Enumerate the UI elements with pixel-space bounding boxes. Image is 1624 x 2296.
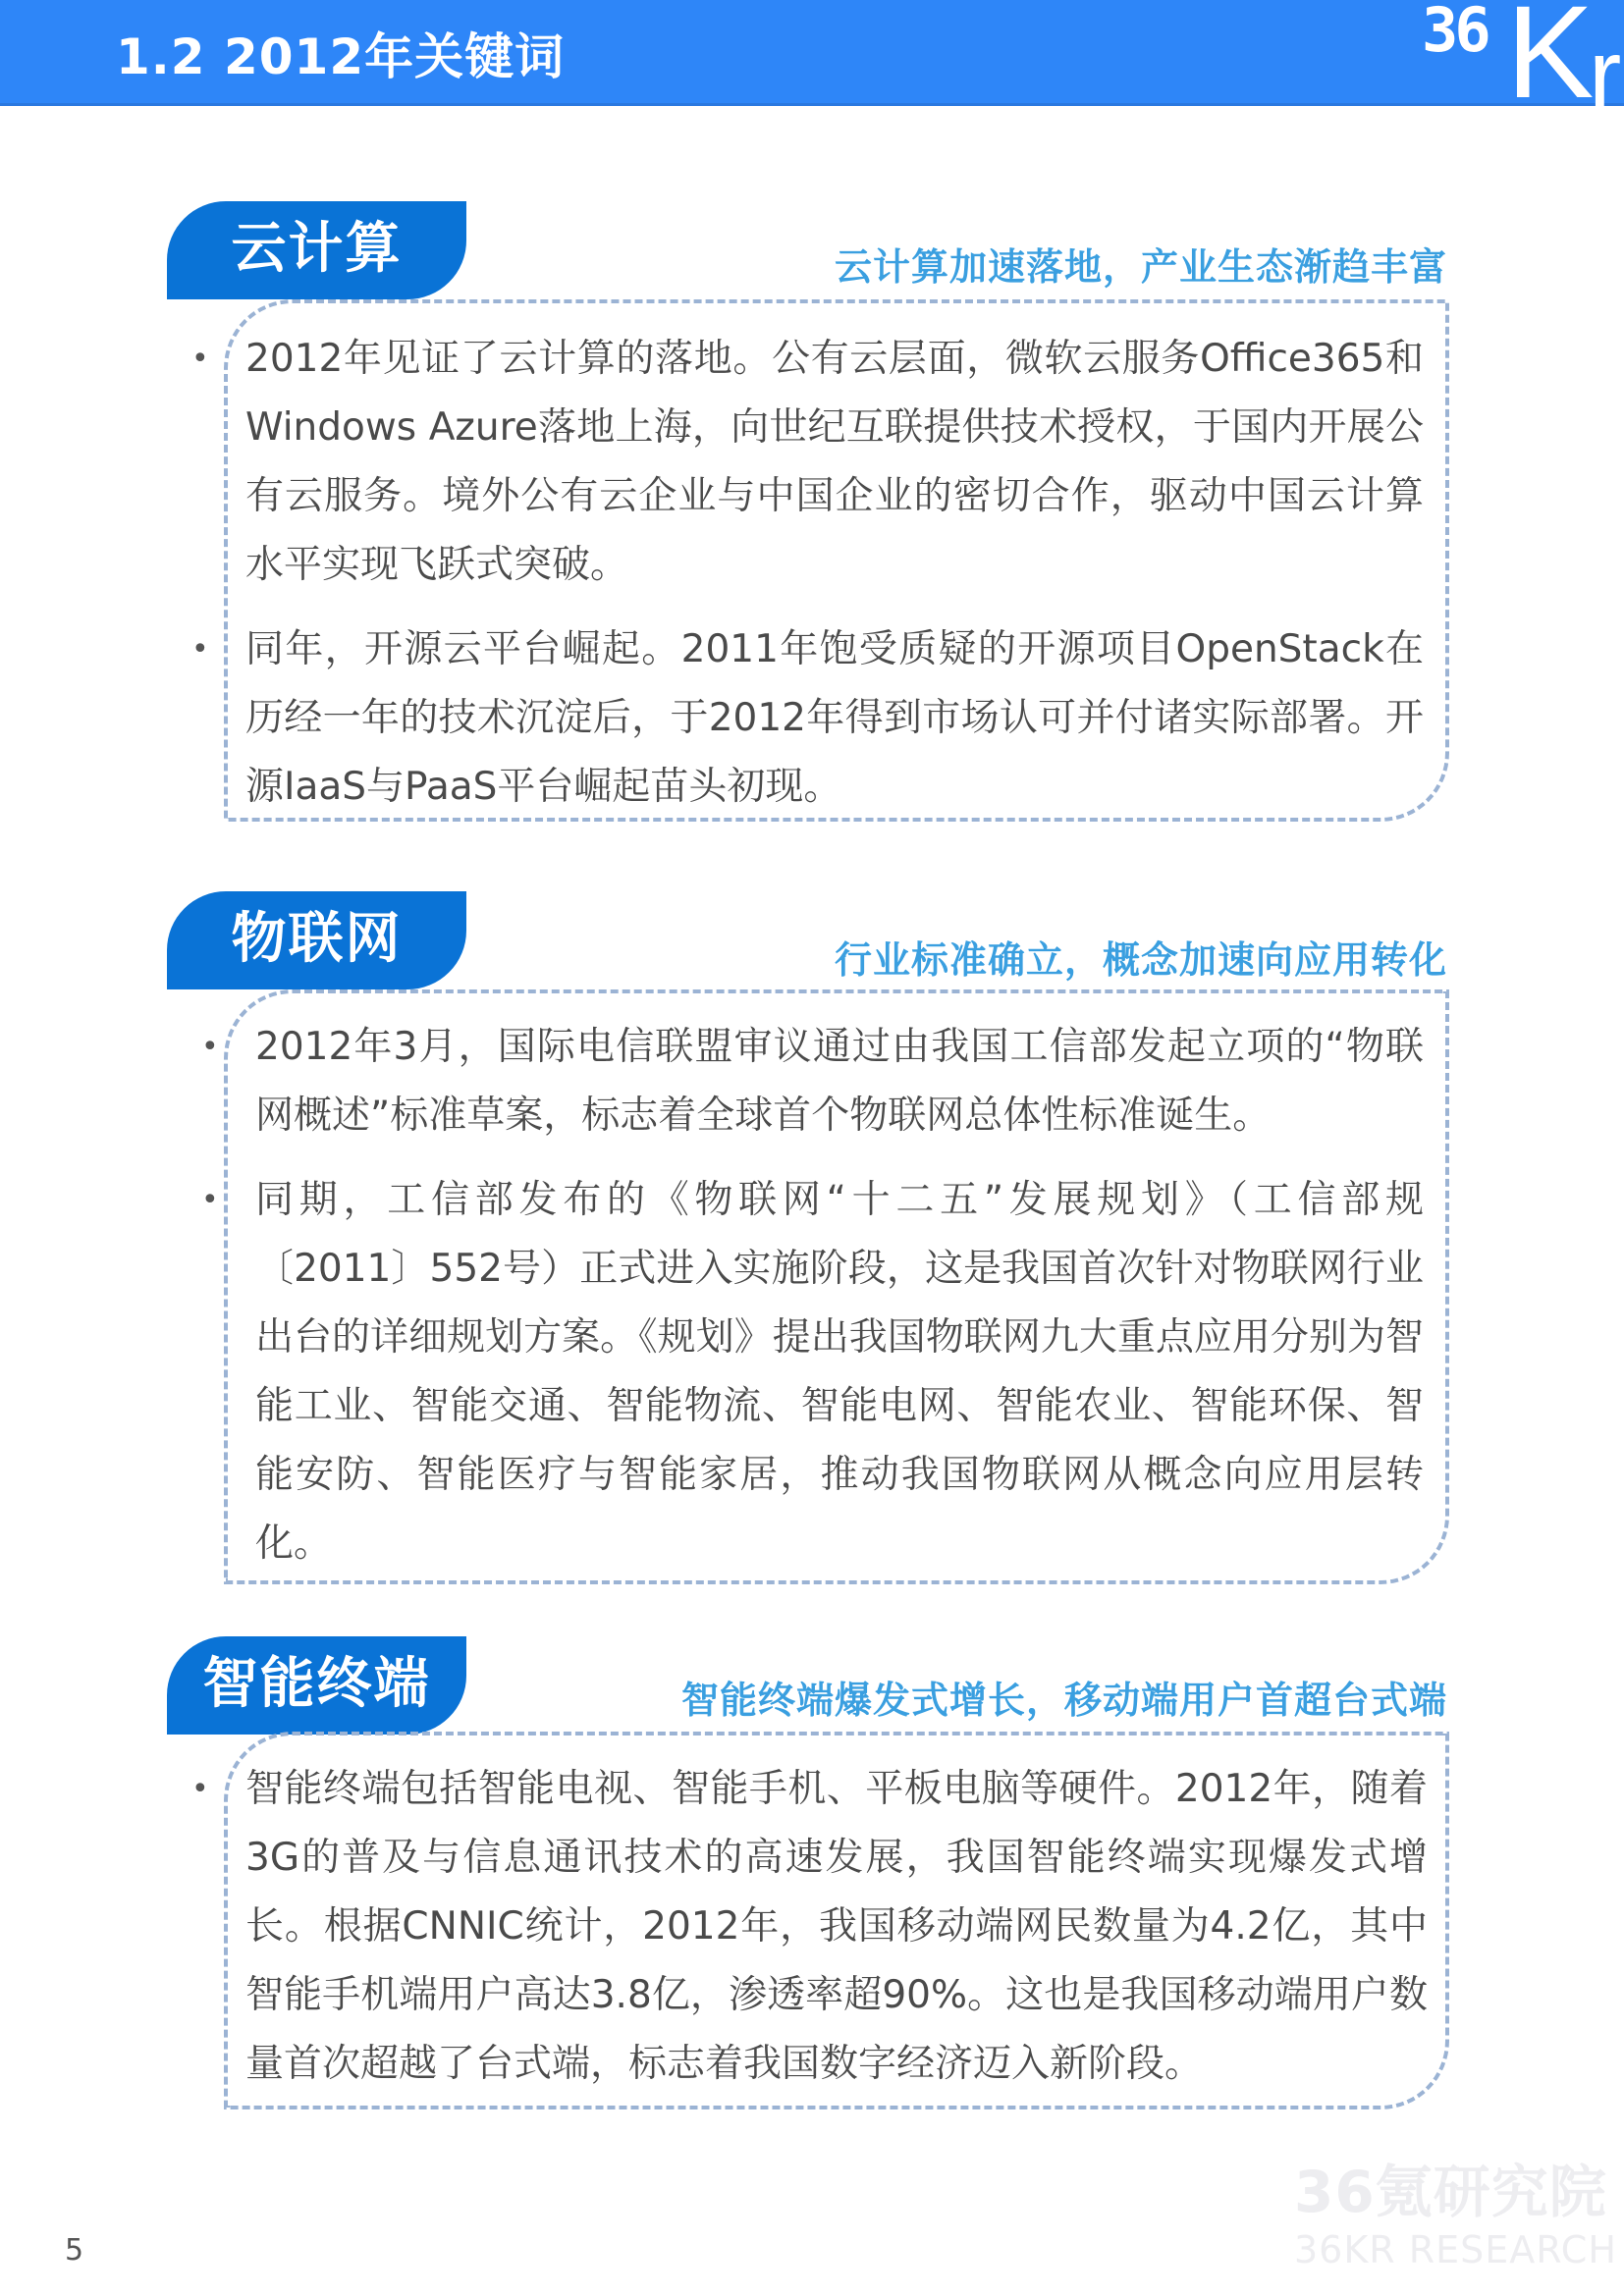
bullet-item [191,615,1424,822]
section-tab [167,891,466,989]
bullet-item [191,1755,1428,2099]
section-subtitle: 智能终端爆发式增长，移动端用户首超台式端 [680,1679,1447,1722]
section-tab-label: 云计算 [231,217,403,281]
page-number: 5 [65,2233,84,2268]
watermark-36kr-research-cn: 36氪研究院 [1294,2159,1607,2225]
36kr-logo [1422,0,1624,130]
bullet-list [191,1755,1445,2114]
bullet-dot-icon: • [191,342,209,376]
bullet-text: 智能终端包括智能电视、智能手机、平板电脑等硬件。2012年，随着3G的普及与信息通讯技术的高速发展，我国智能终端实现爆发式增长。根据CNNIC统计，2012年，我国移动端网民数量为4.2亿，其中智能手机端用户高达3.8亿，渗透率超90%。这也是我国移动端用户数量首次超越了台式端，标志着我国数字经济迈入新阶段。 [245,1767,1428,2086]
watermark-36kr-research-en: 36KR RESEARCH [1294,2228,1617,2271]
bullet-item [201,1166,1424,1578]
page-title: 1.2 2012年关键词 [116,28,566,85]
section-subtitle: 云计算加速落地，产业生态渐趋丰富 [834,245,1447,289]
bullet-dot-icon: • [201,1030,219,1064]
section-content-box [201,989,1449,1584]
bullet-text: 2012年3月，国际电信联盟审议通过由我国工信部发起立项的“物联网概述”标准草案，标志着全球首个物联网总体性标准诞生。 [255,1025,1424,1138]
section-tab [167,1636,466,1735]
bullet-text: 2012年见证了云计算的落地。公有云层面，微软云服务Office365和Windows Azure落地上海，向世纪互联提供技术授权，于国内开展公有云服务。境外公有云企业与中国企业的密切合作，驱动中国云计算水平实现飞跃式突破。 [245,337,1424,587]
logo-r: r [1589,20,1622,130]
bullet-item [201,1013,1424,1150]
section-subtitle: 行业标准确立，概念加速向应用转化 [834,938,1447,982]
bullet-list [191,325,1445,837]
bullet-dot-icon: • [201,1183,219,1217]
logo-36: 36 [1422,0,1488,66]
header-band [0,0,1624,130]
section-content-box [191,299,1449,822]
bullet-text: 同年，开源云平台崛起。2011年饱受质疑的开源项目OpenStack在历经一年的技术沉淀后，于2012年得到市场认可并付诸实际部署。开源IaaS与PaaS平台崛起苗头初现。 [245,627,1424,809]
logo-k: K [1506,0,1595,126]
bullet-dot-icon: • [191,632,209,667]
bullet-item [191,325,1424,600]
section-tab [167,201,466,299]
section-content-box [191,1732,1449,2109]
section-tab-label: 智能终端 [202,1652,431,1716]
section-tab-label: 物联网 [231,907,403,971]
bullet-list [201,1013,1445,1594]
bullet-dot-icon: • [191,1772,209,1806]
bullet-text: 同期，工信部发布的《物联网“十二五”发展规划》（工信部规〔2011〕552号）正式进入实施阶段，这是我国首次针对物联网行业出台的详细规划方案。《规划》提出我国物联网九大重点应用分别为智能工业、智能交通、智能物流、智能电网、智能农业、智能环保、智能安防、智能医疗与智能家居，推动我国物联网从概念向应用层转化。 [255,1178,1424,1566]
